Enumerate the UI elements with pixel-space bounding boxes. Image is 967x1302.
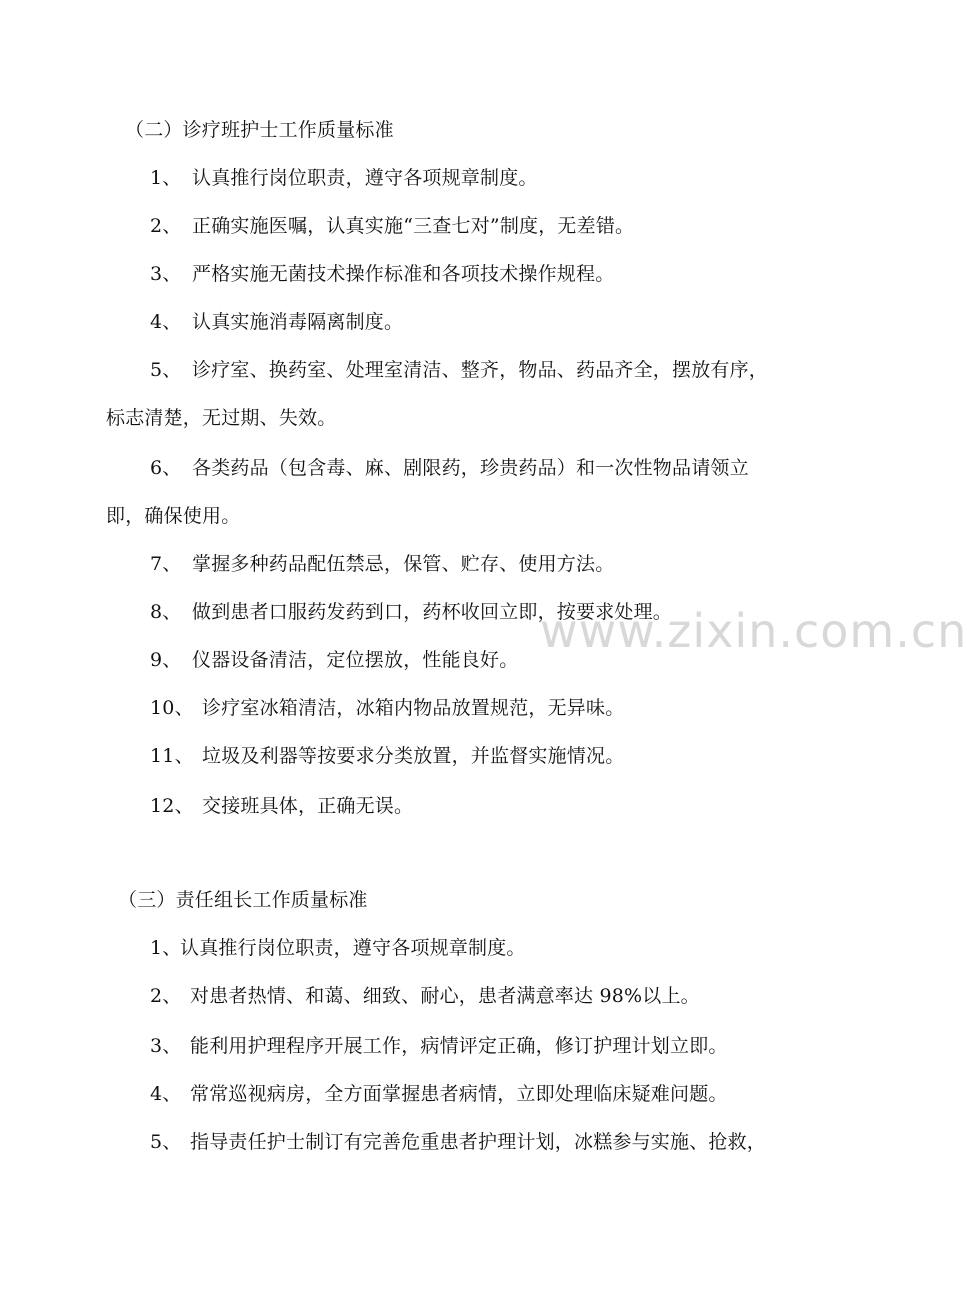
section3-heading: （三）责任组长工作质量标准 [118,889,368,911]
list-item [150,744,624,768]
list-item [150,936,526,960]
item-number: 6、 [150,457,182,479]
item-number: 3、 [150,1035,182,1057]
item-text: 能利用护理程序开展工作，病情评定正确，修订护理计划立即。 [190,1035,728,1057]
list-item [150,456,749,480]
item-text: 指导责任护士制订有完善危重患者护理计划，冰糕参与实施、抢救， [190,1131,767,1153]
item-number: 2、 [150,215,182,237]
list-item [150,310,403,334]
list-item [150,984,700,1008]
item-text: 诊疗室冰箱清洁，冰箱内物品放置规范，无异味。 [202,697,625,719]
list-item [150,1082,728,1106]
item-text: 做到患者口服药发药到口，药杯收回立即，按要求处理。 [192,601,673,623]
section2-heading: （二）诊疗班护士工作质量标准 [125,119,394,141]
list-item [150,358,768,382]
list-item [150,1130,766,1154]
list-item [150,166,538,190]
item-number: 3、 [150,263,182,285]
item-text: 垃圾及利器等按要求分类放置，并监督实施情况。 [202,745,625,767]
item-number: 11、 [150,745,194,767]
item-number: 4、 [150,311,182,333]
item-text: 诊疗室、换药室、处理室清洁、整齐，物品、药品齐全，摆放有序， [192,359,769,381]
item-number: 8、 [150,601,182,623]
list-item [150,794,413,818]
item-number: 7、 [150,553,182,575]
item-text: 常常巡视病房，全方面掌握患者病情，立即处理临床疑难问题。 [190,1083,728,1105]
list-item [150,648,518,672]
list-item [150,1034,728,1058]
list-item [150,696,624,720]
list-item [150,600,672,624]
item-text: 各类药品（包含毒、麻、剧限药，珍贵药品）和一次性物品请领立 [192,457,749,479]
item-text: 认真推行岗位职责，遵守各项规章制度。 [192,167,538,189]
list-item [150,262,614,286]
item-number: 1、 [150,167,182,189]
item-number: 2、 [150,985,182,1007]
item-text: 对患者热情、和蔼、细致、耐心，患者满意率达 98%以上。 [190,985,700,1007]
item-text: 正确实施医嘱，认真实施“三查七对”制度，无差错。 [192,215,635,237]
item-number: 12、 [150,795,194,817]
list-item-continuation: 标志清楚，无过期、失效。 [106,407,337,429]
item-text: 认真实施消毒隔离制度。 [192,311,404,333]
item-number: 1、 [150,937,182,959]
list-item [150,214,634,238]
item-number: 5、 [150,1131,182,1153]
list-item [150,552,614,576]
item-text: 仪器设备清洁，定位摆放，性能良好。 [192,649,519,671]
item-text: 交接班具体，正确无误。 [202,795,414,817]
item-text: 掌握多种药品配伍禁忌，保管、贮存、使用方法。 [192,553,615,575]
item-number: 4、 [150,1083,182,1105]
list-item-continuation: 即，确保使用。 [106,505,241,527]
item-number: 10、 [150,697,194,719]
watermark: www.zixin.com.cn [540,604,967,658]
item-number: 5、 [150,359,182,381]
item-number: 9、 [150,649,182,671]
item-text: 严格实施无菌技术操作标准和各项技术操作规程。 [192,263,615,285]
item-text: 认真推行岗位职责，遵守各项规章制度。 [180,937,526,959]
